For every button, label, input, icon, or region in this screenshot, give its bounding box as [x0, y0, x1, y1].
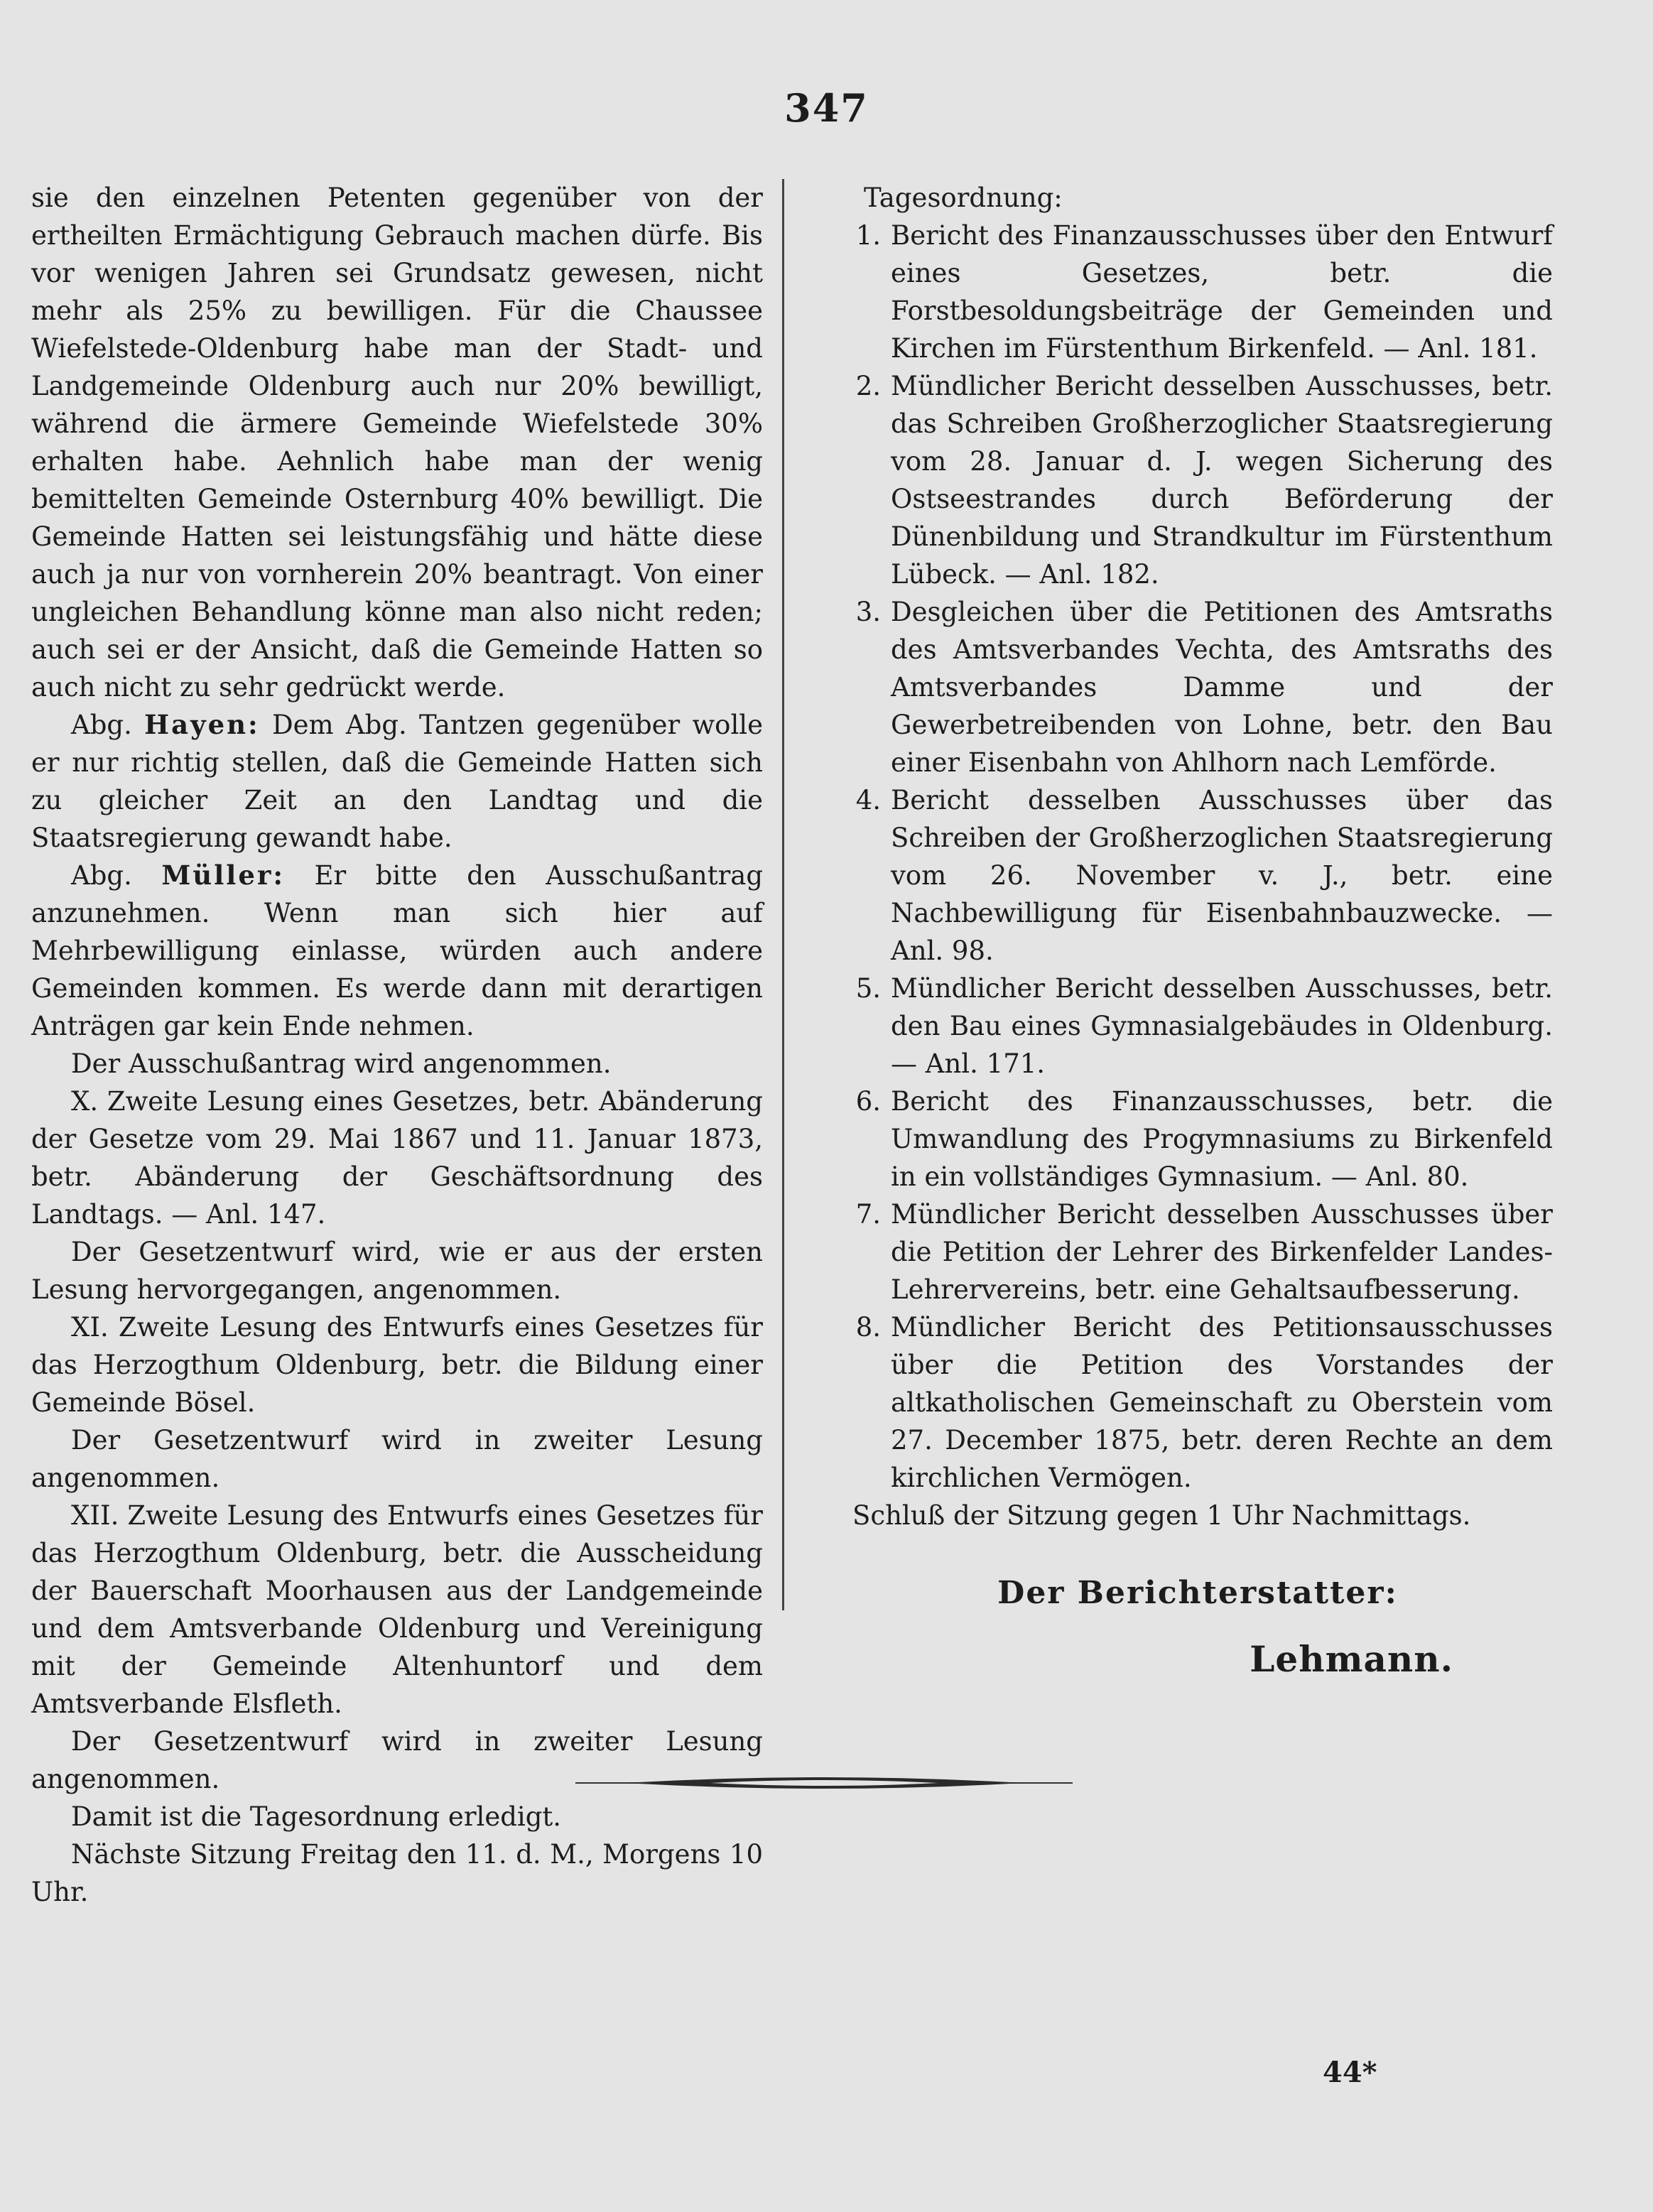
agenda-number: 7. — [855, 1199, 881, 1230]
paragraph: XI. Zweite Lesung des Entwurfs eines Gesetzes für das Herzogthum Oldenburg, betr. die Bildung einer Gemeinde Bösel. — [31, 1312, 763, 1418]
agenda-number: 2. — [855, 371, 881, 401]
paragraph: Der Gesetzentwurf wird in zweiter Lesung angenommen. — [31, 1726, 763, 1794]
sheet-signature: 44* — [1323, 2056, 1377, 2089]
agenda-text: Bericht des Finanzausschusses über den Entwurf eines Gesetzes, betr. die Forstbesoldungsbeiträge der Gemeinden und Kirchen im Fürstenthum Birkenfeld. — Anl. 181. — [891, 220, 1553, 364]
column-divider — [782, 179, 784, 1610]
left-column — [31, 179, 763, 1911]
reporter-name: Lehmann. — [1250, 1638, 1453, 1680]
agenda-number: 6. — [855, 1086, 881, 1117]
reporter-heading: Der Berichterstatter: — [997, 1575, 1398, 1611]
paragraph: XII. Zweite Lesung des Entwurfs eines Gesetzes für das Herzogthum Oldenburg, betr. die Ausscheidung der Bauerschaft Moorhausen aus der Landgemeinde und dem Amtsverbande Oldenburg und Vereinigung mit der Gemeinde Altenhuntorf und dem Amtsverbande Elsfleth. — [31, 1500, 763, 1719]
agenda-item — [842, 367, 1553, 593]
agenda-number: 8. — [855, 1312, 881, 1343]
agenda-heading: Tagesordnung: — [864, 183, 1063, 213]
agenda-text: Mündlicher Bericht desselben Ausschusses über die Petition der Lehrer des Birkenfelder Landes-Lehrervereins, betr. eine Gehaltsaufbesserung. — [891, 1199, 1553, 1305]
paragraph: Nächste Sitzung Freitag den 11. d. M., Morgens 10 Uhr. — [31, 1839, 763, 1907]
paragraph: sie den einzelnen Petenten gegenüber von der ertheilten Ermächtigung Gebrauch machen dürfe. Bis vor wenigen Jahren sei Grundsatz gewesen, nicht mehr als 25% zu bewilligen. Für die Chaussee Wiefelstede-Oldenburg habe man der Stadt- und Landgemeinde Oldenburg auch nur 20% bewilligt, während die ärmere Gemeinde Wiefelstede 30% erhalten habe. Aehnlich habe man der wenig bemittelten Gemeinde Osternburg 40% bewilligt. Die Gemeinde Hatten sei leistungsfähig und hätte diese auch ja nur von vornherein 20% beantragt. Von einer ungleichen Behandlung könne man also nicht reden; auch sei er der Ansicht, daß die Gemeinde Hatten so auch nicht zu sehr gedrückt werde. — [31, 183, 763, 703]
session-closing: Schluß der Sitzung gegen 1 Uhr Nachmittags. — [852, 1500, 1471, 1531]
agenda-text: Mündlicher Bericht desselben Ausschusses, betr. das Schreiben Großherzoglicher Staatsregierung vom 28. Januar d. J. wegen Sicherung des Ostseestrandes durch Beförderung der Dünenbildung und Strandkultur im Fürstenthum Lübeck. — Anl. 182. — [891, 371, 1553, 590]
page-number: 347 — [784, 85, 869, 131]
agenda-number: 3. — [855, 597, 881, 627]
speaker-prefix: Abg. — [71, 860, 132, 891]
agenda-text: Desgleichen über die Petitionen des Amtsraths des Amtsverbandes Vechta, des Amtsraths des Amtsverbandes Damme und der Gewerbetreibenden von Lohne, betr. den Bau einer Eisenbahn von Ahlhorn nach Lemförde. — [891, 597, 1553, 778]
paragraph: Damit ist die Tagesordnung erledigt. — [71, 1801, 562, 1832]
agenda-text: Bericht des Finanzausschusses, betr. die Umwandlung des Progymnasiums zu Birkenfeld in ein vollständiges Gymnasium. — Anl. 80. — [891, 1086, 1553, 1192]
paragraph: Der Gesetzentwurf wird, wie er aus der ersten Lesung hervorgegangen, angenommen. — [31, 1237, 763, 1305]
agenda-text: Mündlicher Bericht des Petitionsausschusses über die Petition des Vorstandes der altkatholischen Gemeinschaft zu Oberstein vom 27. December 1875, betr. deren Rechte an dem kirchlichen Vermögen. — [891, 1312, 1553, 1493]
agenda-item — [842, 781, 1553, 970]
paragraph: X. Zweite Lesung eines Gesetzes, betr. Abänderung der Gesetze vom 29. Mai 1867 und 11. Januar 1873, betr. Abänderung der Geschäftsordnung des Landtags. — Anl. 147. — [31, 1086, 763, 1230]
paragraph — [31, 706, 763, 857]
paragraph — [31, 857, 763, 1045]
agenda-text: Mündlicher Bericht desselben Ausschusses, betr. den Bau eines Gymnasialgebäudes in Oldenburg. — Anl. 171. — [891, 973, 1553, 1079]
agenda-item — [842, 970, 1553, 1083]
agenda-number: 4. — [855, 785, 881, 815]
speech-text: Er bitte den Ausschußantrag anzunehmen. Wenn man sich hier auf Mehrbewilligung einlasse, würden auch andere Gemeinden kommen. Es werde dann mit derartigen Anträgen gar kein Ende nehmen. — [31, 860, 764, 1041]
speaker-name: Müller: — [161, 860, 286, 891]
agenda-number: 5. — [855, 973, 881, 1004]
agenda-item — [842, 1308, 1553, 1497]
ornament-divider — [568, 1769, 1080, 1797]
paragraph: Der Ausschußantrag wird angenommen. — [71, 1048, 612, 1079]
agenda-item — [842, 217, 1553, 367]
right-column — [842, 179, 1553, 1678]
agenda-item — [842, 593, 1553, 781]
speaker-prefix: Abg. — [71, 710, 132, 740]
agenda-item — [842, 1083, 1553, 1196]
agenda-list — [842, 217, 1553, 1497]
agenda-number: 1. — [855, 220, 881, 251]
speech-text: Dem Abg. Tantzen gegenüber wolle er nur richtig stellen, daß die Gemeinde Hatten sich zu gleicher Zeit an den Landtag und die Staatsregierung gewandt habe. — [31, 710, 764, 853]
agenda-text: Bericht desselben Ausschusses über das Schreiben der Großherzoglichen Staatsregierung vom 26. November v. J., betr. eine Nachbewilligung für Eisenbahnbauzwecke. — Anl. 98. — [891, 785, 1553, 966]
paragraph: Der Gesetzentwurf wird in zweiter Lesung angenommen. — [31, 1425, 763, 1493]
agenda-item — [842, 1196, 1553, 1308]
speaker-name: Hayen: — [144, 709, 260, 740]
